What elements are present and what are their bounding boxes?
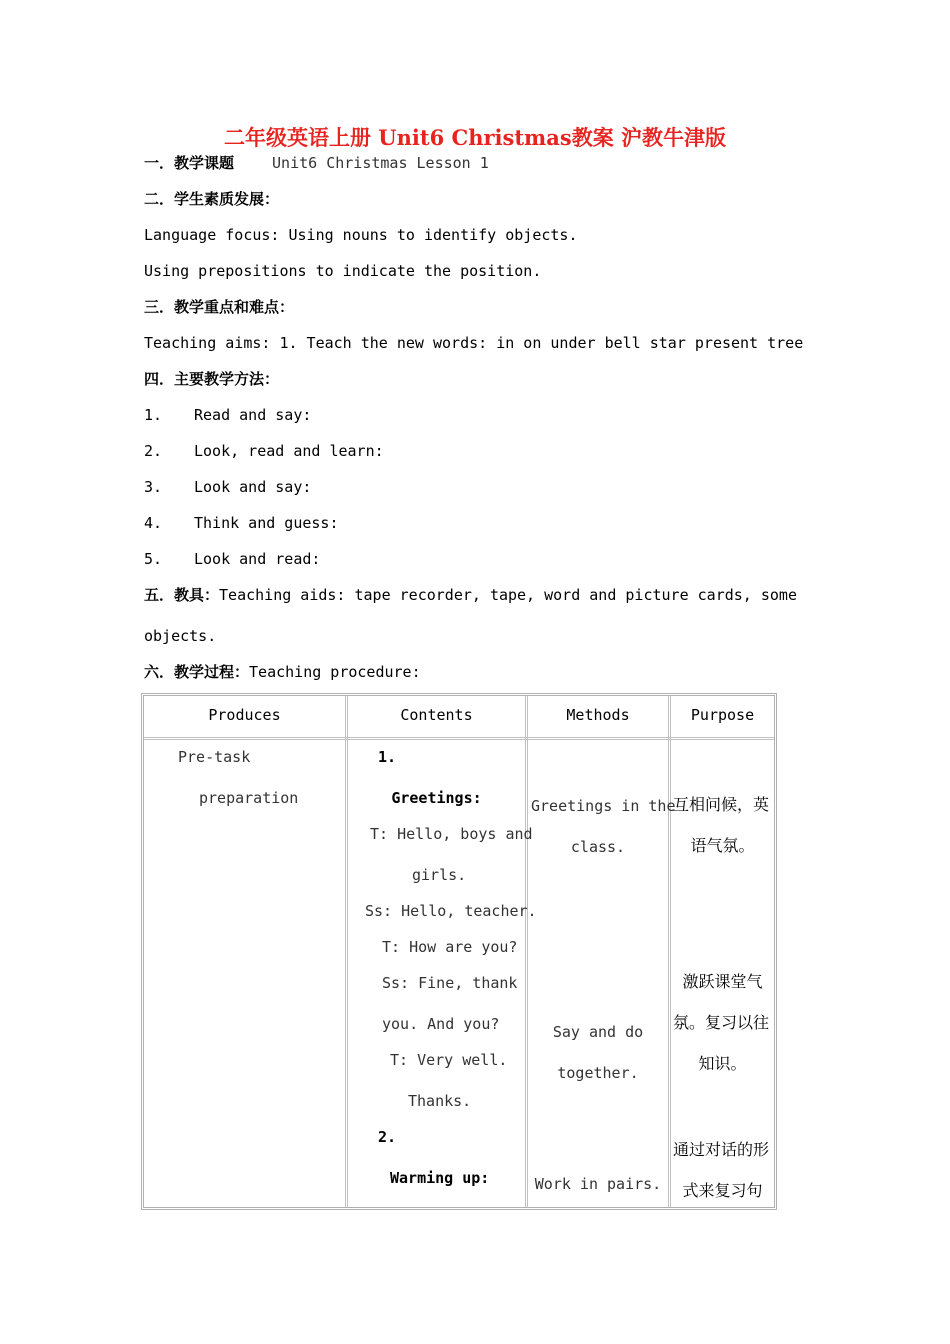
section-5-label: 五．教具： xyxy=(144,586,220,604)
purpose-line: 互相问候，英 xyxy=(673,795,770,814)
section-1-value: Unit6 Christmas Lesson 1 xyxy=(272,154,489,172)
method-item: 4. Think and guess: xyxy=(144,514,339,532)
method-line: together. xyxy=(557,1064,639,1082)
method-item: 1. Read and say: xyxy=(144,406,312,424)
content-heading: Greetings: xyxy=(391,789,482,807)
purpose-line: 知识。 xyxy=(698,1054,747,1073)
purpose-line: 氛。复习以往 xyxy=(673,1013,770,1032)
section-2-line-1: Language focus: Using nouns to identify objects. xyxy=(144,226,578,244)
table-divider xyxy=(345,696,348,1207)
section-1-label: 一．教学课题 xyxy=(144,154,235,172)
section-5-text-continued: objects. xyxy=(144,627,217,645)
method-line: Work in pairs. xyxy=(534,1175,662,1193)
content-line: you. And you? xyxy=(382,1015,500,1033)
section-5-text: Teaching aids: tape recorder, tape, word and picture cards, some xyxy=(219,586,797,604)
purpose-line: 通过对话的形 xyxy=(673,1140,770,1159)
table-header-divider xyxy=(144,737,774,740)
stage-label: Pre-task xyxy=(178,748,251,766)
section-3-label: 三．教学重点和难点： xyxy=(144,298,295,316)
section-5 xyxy=(144,585,797,605)
section-2-label: 二．学生素质发展： xyxy=(144,190,280,208)
section-2-line-2: Using prepositions to indicate the position. xyxy=(144,262,542,280)
header-methods: Methods xyxy=(566,706,630,724)
method-item: 5. Look and read: xyxy=(144,550,321,568)
content-line: Ss: Hello, teacher. xyxy=(365,902,537,920)
content-number: 2. xyxy=(378,1128,397,1146)
header-purpose: Purpose xyxy=(690,706,755,724)
header-produces: Produces xyxy=(208,706,281,724)
method-line: class. xyxy=(570,838,626,856)
document-title: 二年级英语上册 Unit6 Christmas教案 沪教牛津版 xyxy=(224,125,726,150)
content-number: 1. xyxy=(378,748,397,766)
procedure-table xyxy=(141,693,777,1210)
content-line: Thanks. xyxy=(408,1092,472,1110)
section-6-label: 六．教学过程： xyxy=(144,663,250,681)
purpose-line: 激跃课堂气 xyxy=(682,972,763,991)
stage-label: preparation xyxy=(199,789,299,807)
section-4-label: 四．主要教学方法： xyxy=(144,370,280,388)
header-contents: Contents xyxy=(400,706,473,724)
section-1 xyxy=(144,153,489,173)
section-6-text: Teaching procedure: xyxy=(249,663,421,681)
section-3-line-1: Teaching aims: 1. Teach the new words: in on under bell star present tree xyxy=(144,334,804,352)
content-line: girls. xyxy=(412,866,467,884)
content-line: T: How are you? xyxy=(382,938,518,956)
table-divider xyxy=(668,696,671,1207)
content-line: Ss: Fine, thank xyxy=(382,974,518,992)
method-item: 2. Look, read and learn: xyxy=(144,442,384,460)
purpose-line: 语气氛。 xyxy=(690,836,755,855)
method-item: 3. Look and say: xyxy=(144,478,312,496)
table-divider xyxy=(525,696,528,1207)
content-line: T: Very well. xyxy=(390,1051,508,1069)
method-line: Say and do xyxy=(552,1023,644,1041)
section-6 xyxy=(144,662,421,682)
method-line: Greetings in the xyxy=(531,797,676,815)
content-heading: Warming up: xyxy=(390,1169,490,1187)
content-line: T: Hello, boys and xyxy=(370,825,533,843)
purpose-line: 式来复习句 xyxy=(682,1181,763,1200)
